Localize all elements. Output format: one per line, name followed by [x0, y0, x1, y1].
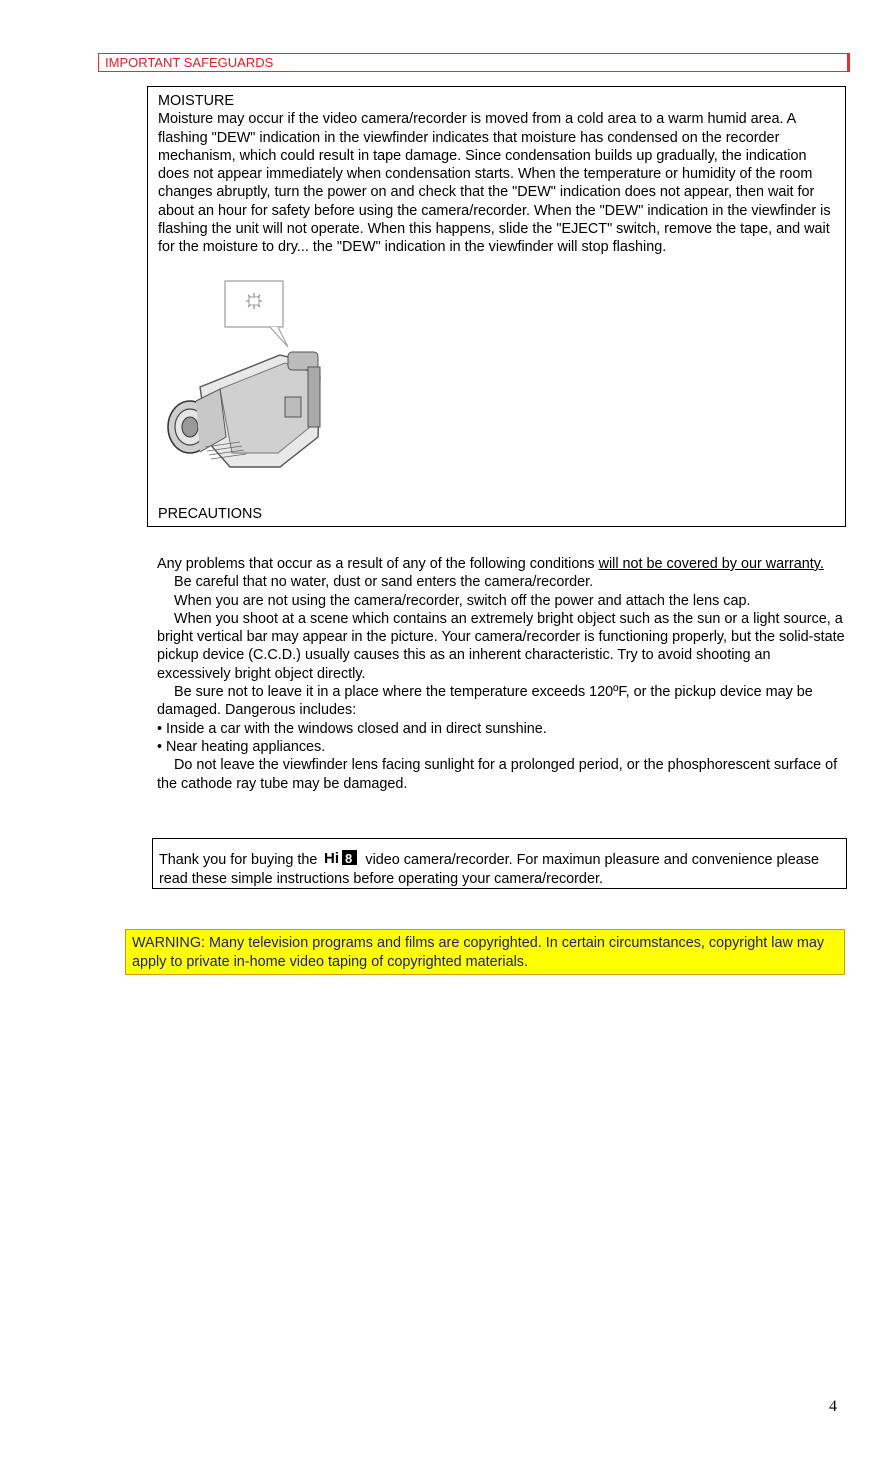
moisture-paragraph: Moisture may occur if the video camera/recorder is moved from a cold area to a warm humid area. A flashing "DEW" indication in the viewfinder indicates that moisture has condensed on the recorder mechanism, which could result in tape damage. Since condensation builds up gradually, the indication does not appear immediately when condensation starts. When the temperature or humidity of the room changes abruptly, turn the power on and check that the "DEW" indication does not appear, then wait for about an hour for safety before using the camera/recorder. When the "DEW" indication in the viewfinder is flashing the unit will not operate. When this happens, slide the "EJECT" switch, remove the tape, and wait for the moisture to dry... the "DEW" indication in the viewfinder will stop flashing.	[158, 111, 831, 256]
hi8-logo-icon	[324, 849, 358, 866]
precaution-bullet: • Inside a car with the windows closed and in direct sunshine.	[157, 720, 547, 737]
precaution-item: When you shoot at a scene which contains an extremely bright object such as the sun or a light source, a bright vertical bar may appear in the picture. Your camera/recorder is functioning properly, but the solid-state pickup device (C.C.D.) usually causes this as an inherent characteristic. Try to avoid shooting an excessively bright object directly.	[157, 610, 845, 682]
thank-you-box	[152, 838, 847, 889]
precaution-bullet: • Near heating appliances.	[157, 738, 326, 755]
precaution-item: Be sure not to leave it in a place where the temperature exceeds 120ºF, or the pickup device may be damaged. Dangerous includes:	[157, 684, 813, 719]
moisture-section	[147, 86, 846, 527]
warranty-note: will not be covered by our warranty.	[598, 556, 824, 572]
page-number: 4	[829, 1398, 837, 1415]
precautions-heading: PRECAUTIONS	[158, 506, 262, 522]
thank-you-text: Thank you for buying the Hi 8 video camera/recorder. For maximun pleasure and convenience please read these simple instructions before operating your camera/recorder.	[159, 850, 819, 887]
moisture-heading: MOISTURE	[158, 93, 234, 109]
warning-text: WARNING: Many television programs and films are copyrighted. In certain circumstances, copyright law may apply to private in-home video taping of copyrighted materials.	[132, 935, 825, 970]
svg-text:Hi: Hi	[324, 850, 340, 866]
camcorder-illustration	[160, 277, 340, 477]
precautions-intro: Any problems that occur as a result of any of the following conditions will not be covered by our warranty.	[157, 556, 824, 572]
precaution-item: Do not leave the viewfinder lens facing sunlight for a prolonged period, or the phosphorescent surface of the cathode ray tube may be damaged.	[157, 757, 838, 792]
header-box	[98, 53, 850, 72]
header-title: IMPORTANT SAFEGUARDS	[105, 55, 274, 70]
precaution-item: When you are not using the camera/recorder, switch off the power and attach the lens cap.	[174, 592, 751, 609]
svg-text:8: 8	[345, 851, 353, 866]
copyright-warning	[125, 929, 845, 975]
precautions-body	[157, 555, 847, 793]
precaution-item: Be careful that no water, dust or sand enters the camera/recorder.	[174, 574, 594, 591]
